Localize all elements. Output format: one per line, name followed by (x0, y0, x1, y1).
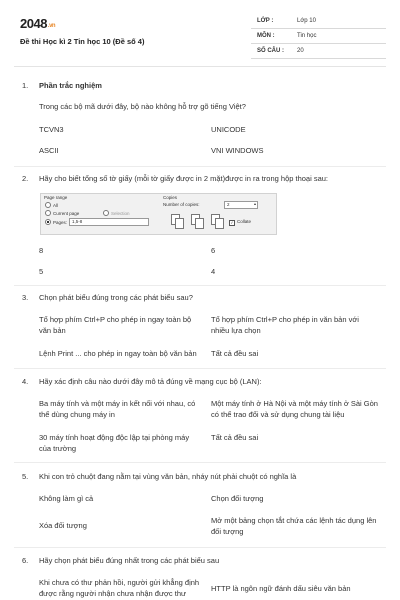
answer-option[interactable]: UNICODE (211, 125, 246, 134)
meta-question-count: SỐ CÂU : 20 (251, 44, 386, 59)
collate-page-icon (195, 218, 204, 229)
question-number: 6. (22, 556, 29, 565)
radio-icon (103, 210, 109, 216)
answer-option[interactable]: Khi chưa có thư phản hồi, người gửi khẳng định được rằng người nhận chưa nhận được thư (39, 578, 200, 598)
exam-header (14, 10, 386, 60)
collate-page-icon (215, 218, 224, 229)
answer-option[interactable]: Không làm gì cả (39, 494, 94, 503)
question-text: Hãy xác định câu nào dưới đây mô tả đúng về mạng cục bộ (LAN): (39, 377, 262, 386)
meta-subject: MÔN : Tin học (251, 29, 386, 44)
section-title: Phần trắc nghiệm (39, 81, 102, 90)
radio-icon (45, 210, 51, 216)
answer-option[interactable]: 6 (211, 246, 216, 255)
answer-option[interactable]: 8 (39, 246, 44, 255)
pages-input: 1,5-8 (69, 218, 149, 226)
question-text: Khi con trỏ chuột đang nằm tại vùng văn bản, nháy nút phải chuột có nghĩa là (39, 472, 297, 481)
answer-option[interactable]: Chọn đối tượng (211, 494, 264, 503)
checkbox-checked-icon: ✓ (230, 220, 234, 225)
meta-class: LỚP : Lớp 10 (251, 14, 386, 29)
answer-option[interactable]: HTTP là ngôn ngữ đánh dấu siêu văn bản (211, 584, 351, 593)
answer-option[interactable]: 30 máy tính hoạt động độc lập tại phòng máy của trường (39, 433, 190, 453)
question-text: Trong các bộ mã dưới đây, bộ nào không hỗ trợ gõ tiếng Việt? (39, 102, 246, 111)
exam-title: Đề thi Học kì 2 Tin học 10 (Đề số 4) (20, 37, 145, 46)
question-divider (14, 547, 386, 548)
answer-option[interactable]: Ba máy tính và một máy in kết nối với nhau, có thể dùng chung máy in (39, 399, 196, 419)
radio-icon (45, 202, 51, 208)
answer-option[interactable]: 5 (39, 267, 44, 276)
spinner-icon: ▴ (253, 201, 256, 206)
header-divider (14, 66, 386, 67)
collate-page-icon (175, 218, 184, 229)
answer-option[interactable]: Lệnh Print ... cho phép in ngay toàn bộ văn bản (39, 349, 197, 358)
answer-option[interactable]: TCVN3 (39, 125, 64, 134)
question-text: Hãy chọn phát biểu đúng nhất trong các phát biểu sau (39, 556, 220, 565)
option-selection: Selection (103, 210, 130, 216)
question-number: 1. (22, 81, 29, 90)
exam-meta (251, 14, 386, 59)
question-number: 2. (22, 174, 29, 183)
question-divider (14, 285, 386, 286)
answer-option[interactable]: Tất cả đều sai (211, 433, 259, 442)
question-text: Hãy cho biết tổng số tờ giấy (mỗi tờ giấy được in 2 mặt)được in ra trong hộp thoại sau: (39, 174, 329, 183)
answer-option[interactable]: Tổ hợp phím Ctrl+P cho phép in ngay toàn bộ văn bản (39, 315, 192, 335)
answer-option[interactable]: ASCII (39, 146, 59, 155)
answer-option[interactable]: VNI WINDOWS (211, 146, 264, 155)
option-current-page: Current page (45, 210, 79, 216)
page-range-label: Page range (44, 195, 68, 200)
question-number: 4. (22, 377, 29, 386)
question-divider (14, 368, 386, 369)
radio-selected-icon (45, 219, 51, 225)
question-divider (14, 166, 386, 167)
answer-option[interactable]: Tổ hợp phím Ctrl+P cho phép in văn bản với nhiều lựa chọn (211, 315, 359, 335)
copies-label: Copies (163, 195, 178, 200)
site-logo[interactable]: 2048.vn (20, 16, 56, 31)
answer-option[interactable]: Một máy tính ở Hà Nội và một máy tính ở Sài Gòn có thể trao đổi và sử dụng chung tài liệu (211, 399, 378, 419)
print-dialog-image (40, 193, 277, 235)
answer-option[interactable]: Xóa đối tượng (39, 521, 87, 530)
number-of-copies-label: Number of copies: (163, 202, 200, 207)
answer-option[interactable]: 4 (211, 267, 216, 276)
option-all: All (45, 202, 58, 208)
question-text: Chọn phát biểu đúng trong các phát biểu sau? (39, 293, 193, 302)
copies-input: 2 ▴ (224, 201, 258, 209)
question-number: 5. (22, 472, 29, 481)
option-pages: Pages: (45, 219, 67, 225)
question-number: 3. (22, 293, 29, 302)
collate-checkbox: ✓ Collate (230, 219, 252, 225)
question-divider (14, 462, 386, 463)
answer-option[interactable]: Mở một bảng chọn tắt chứa các lệnh tác dụng lên đối tượng (211, 516, 377, 536)
answer-option[interactable]: Tất cả đều sai (211, 349, 259, 358)
